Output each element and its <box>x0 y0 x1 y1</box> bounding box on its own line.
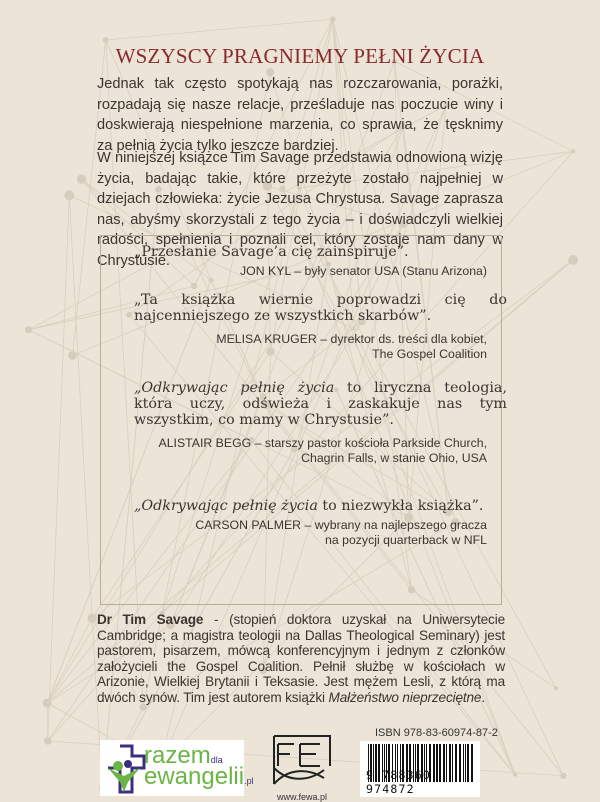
network-line <box>106 19 333 40</box>
logo-text-razem: razem <box>144 742 211 769</box>
quote-3: „Odkrywając pełnię życia to liryczna teologia, która uczy, odświeża i zaskakuje nas tym wszystkim, co mamy w Chrystusie”. <box>134 380 507 428</box>
cross-figure-icon <box>106 744 146 794</box>
cover-headline: WSZYSCY PRAGNIEMY PEŁNI ŻYCIA <box>115 44 485 68</box>
network-node <box>554 686 558 690</box>
quote-4-author: CARSON PALMER – wybrany na najlepszego gracza na pozycji quarterback w NFL <box>195 518 487 547</box>
network-line <box>48 195 70 741</box>
fewa-logo <box>270 734 334 802</box>
quote-2: „Ta książka wiernie poprowadzi cię do najcenniejszego ze wszystkich skarbów”. <box>134 292 507 324</box>
barcode-digits: 9 788360 974872 <box>366 768 431 796</box>
razem-dla-ewangelii-logo <box>100 740 254 796</box>
quote-3-author: ALISTAIR BEGG – starszy pastor kościoła Parkside Church, Chagrin Falls, w stanie Ohio, USA <box>158 436 487 465</box>
logo-text-pl: .pl <box>244 776 254 786</box>
endorsements-box <box>100 235 507 605</box>
quote-2-author: MELISA KRUGER – dyrektor ds. treści dla kobiet, The Gospel Coalition <box>216 332 487 361</box>
logo-text-ewangelii: ewangelii <box>144 763 245 790</box>
quote-4: „Odkrywając pełnię życia to niezwykła książka”. <box>134 498 484 514</box>
intro-paragraph-1: Jednak tak często spotykają nas rozczarowania, porażki, rozpadają się nasze relacje, prześladuje nas poczucie winy i doskwierają niespełnione marzenia, co sprawia, że tęsknimy za pełnią życia tylko jeszcze bardziej. <box>97 76 503 154</box>
network-node <box>44 737 52 745</box>
quote-1: „Przesłanie Savage’a cię zainspiruje”. <box>134 244 409 260</box>
intro-paragraph-2: W niniejszej książce Tim Savage przedstawia odnowioną wizję życia, badając takie, które przeżyte zostało najpełniej w dziejach człowieka: życie Jezusa Chrystusa. Savage zaprasza nas, abyśmy skorzystali z tego życia – i doświadczyli wielkiej radości, spełnienia i poznali cel, który zostaje nam dany w Chrystusie. <box>97 150 503 269</box>
logo-text-dla: dla <box>210 755 223 765</box>
network-node <box>560 773 566 779</box>
fewa-fish-emblem <box>270 734 334 786</box>
network-line <box>47 618 92 703</box>
fewa-url: www.fewa.pl <box>276 792 328 802</box>
author-bio: Dr Tim Savage - (stopień doktora uzyskał na Uniwersytecie Cambridge; a magistra teologii na Dallas Theological Seminary) jest pastorem, pisarzem, mówcą konferencyjnym i jednym z członków założycieli the Gospel Coalition. Pełnił służbę w kościołach w Arizonie, Wielkiej Brytanii i Teksasie. Jest mężem Lesli, z którą ma dwóch synów. Tim jest autorem książki Małżeństwo nieprzeciętne. <box>97 612 505 705</box>
network-node <box>68 351 77 360</box>
quote-1-author: JON KYL – były senator USA (Stanu Arizona) <box>240 264 487 278</box>
barcode <box>360 741 480 797</box>
isbn-text: ISBN 978-83-60974-87-2 <box>375 727 498 739</box>
network-line <box>69 195 92 618</box>
